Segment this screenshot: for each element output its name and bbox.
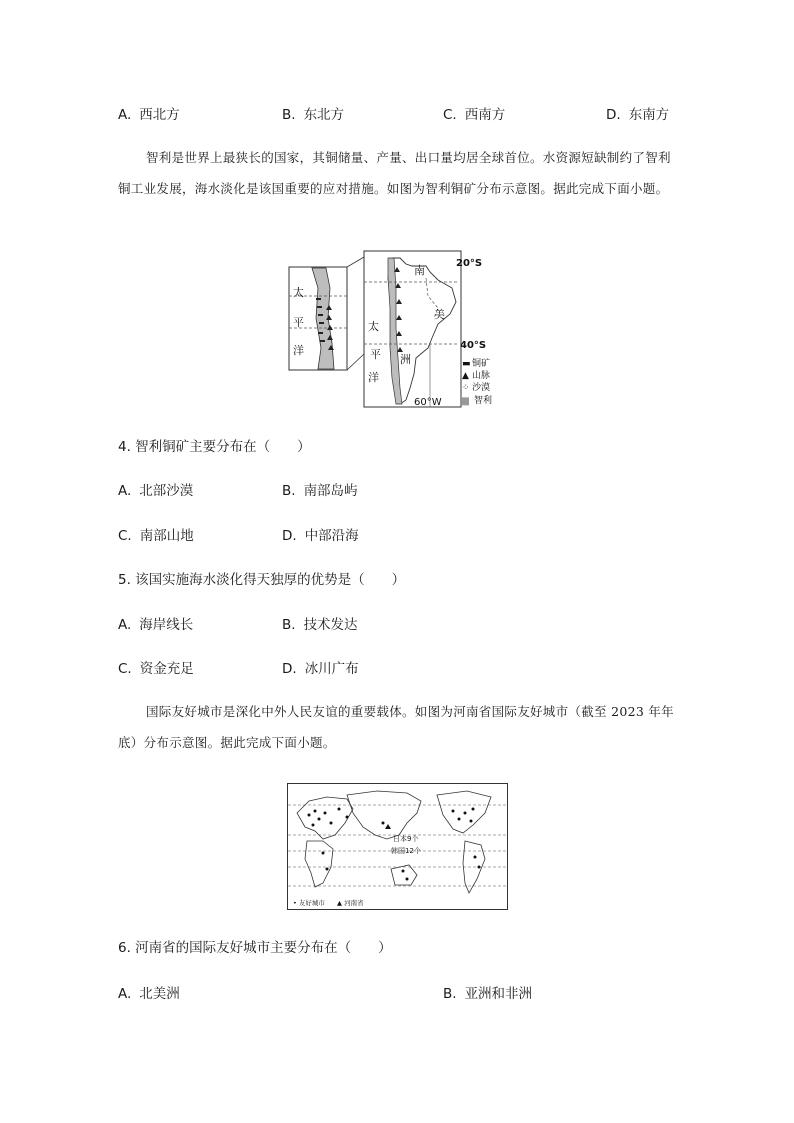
q5-option-a[interactable] [118, 613, 193, 633]
option-text: 东北方 [303, 107, 345, 123]
option-letter: B. [443, 986, 457, 1002]
legend-desert-label: 沙漠 [472, 383, 491, 393]
option-letter: A. [118, 986, 132, 1002]
option-text: 海岸线长 [139, 617, 194, 633]
chile-strip [388, 258, 402, 404]
option-text: 南部岛屿 [303, 483, 358, 499]
option-letter: B. [282, 617, 296, 633]
q5-stem: 5. 该国实施海水淡化得天独厚的优势是（ ） [118, 572, 406, 588]
continent-1: 南 [414, 264, 425, 277]
legend-mountain-label: 山脉 [472, 371, 491, 381]
legend-chile-label: 智利 [474, 396, 493, 406]
chile-copper-map [288, 248, 506, 410]
option-text: 技术发达 [303, 617, 358, 633]
option-letter: A. [118, 617, 132, 633]
legend-desert-symbol: ⁘ [462, 383, 470, 393]
left-ocean-3: 洋 [293, 344, 304, 357]
passage-chile-copper: 智利是世界上最狭长的国家，其铜储量、产量、出口量均居全球首位。水资源短缺制约了智利铜工业发展，海水淡化是该国重要的应对措施。如图为智利铜矿分布示意图。据此完成下面小题。 [118, 150, 671, 196]
legend-henan: ▲ 河南省 [337, 899, 364, 907]
option-text: 冰川广布 [304, 661, 359, 677]
option-letter: D. [282, 528, 297, 544]
option-text: 亚洲和非洲 [464, 986, 533, 1002]
left-ocean-2: 平 [293, 316, 304, 329]
q4-option-a[interactable] [118, 479, 193, 499]
q4-option-d[interactable] [282, 524, 359, 544]
option-text: 资金充足 [139, 661, 194, 677]
option-letter: C. [443, 107, 457, 123]
korea-count-label: 韩国12个 [391, 847, 421, 855]
q5-option-b[interactable] [282, 613, 358, 633]
right-ocean-3: 洋 [368, 371, 379, 384]
continent-3: 洲 [400, 353, 411, 366]
legend-copper-label: 铜矿 [472, 359, 491, 369]
world-sister-cities-map [287, 783, 508, 911]
right-ocean-1: 太 [368, 320, 379, 333]
option-letter: C. [118, 661, 132, 677]
q3-option-c[interactable] [443, 103, 505, 123]
continent-2: 美 [434, 308, 445, 321]
option-letter: B. [282, 107, 296, 123]
option-text: 中部沿海 [304, 528, 359, 544]
q5-option-c[interactable] [118, 657, 194, 677]
chile-map-svg [288, 248, 506, 410]
lat-20s-label: 20°S [456, 258, 483, 269]
option-letter: A. [118, 107, 132, 123]
passage-henan-sister-cities: 国际友好城市是深化中外人民友谊的重要载体。如图为河南省国际友好城市（截至 2023 年年底）分布示意图。据此完成下面小题。 [118, 704, 674, 750]
q4-option-c[interactable] [118, 524, 194, 544]
option-letter: B. [282, 483, 296, 499]
legend-chile-symbol: ▆ [462, 396, 469, 406]
japan-count-label: 日本9个 [393, 835, 419, 843]
option-letter: D. [606, 107, 621, 123]
q6-option-b[interactable] [443, 982, 532, 1002]
option-text: 北美洲 [139, 986, 180, 1002]
q4-stem: 4. 智利铜矿主要分布在（ ） [118, 439, 311, 455]
q4-option-b[interactable] [282, 479, 358, 499]
option-letter: C. [118, 528, 132, 544]
map1-legend [461, 357, 492, 406]
lat-40s-label: 40°S [460, 340, 487, 351]
q6-stem: 6. 河南省的国际友好城市主要分布在（ ） [118, 940, 392, 956]
option-text: 西南方 [464, 107, 506, 123]
option-letter: A. [118, 483, 132, 499]
q5-option-d[interactable] [282, 657, 359, 677]
q3-option-b[interactable] [282, 103, 344, 123]
q3-option-d[interactable] [606, 103, 669, 123]
q6-option-a[interactable] [118, 982, 180, 1002]
option-text: 东南方 [628, 107, 670, 123]
option-text: 北部沙漠 [139, 483, 194, 499]
left-ocean-1: 太 [293, 286, 304, 299]
right-ocean-2: 平 [370, 348, 381, 361]
option-text: 西北方 [139, 107, 180, 123]
q3-option-a[interactable] [118, 103, 180, 123]
lon-60w-label: 60°W [414, 397, 442, 408]
legend-sister-city: • 友好城市 [293, 899, 325, 907]
option-letter: D. [282, 661, 297, 677]
option-text: 南部山地 [139, 528, 194, 544]
world-map-svg [287, 783, 508, 911]
legend-mountain-symbol: ▲ [462, 371, 469, 381]
legend-copper-symbol: ▬ [462, 359, 471, 369]
